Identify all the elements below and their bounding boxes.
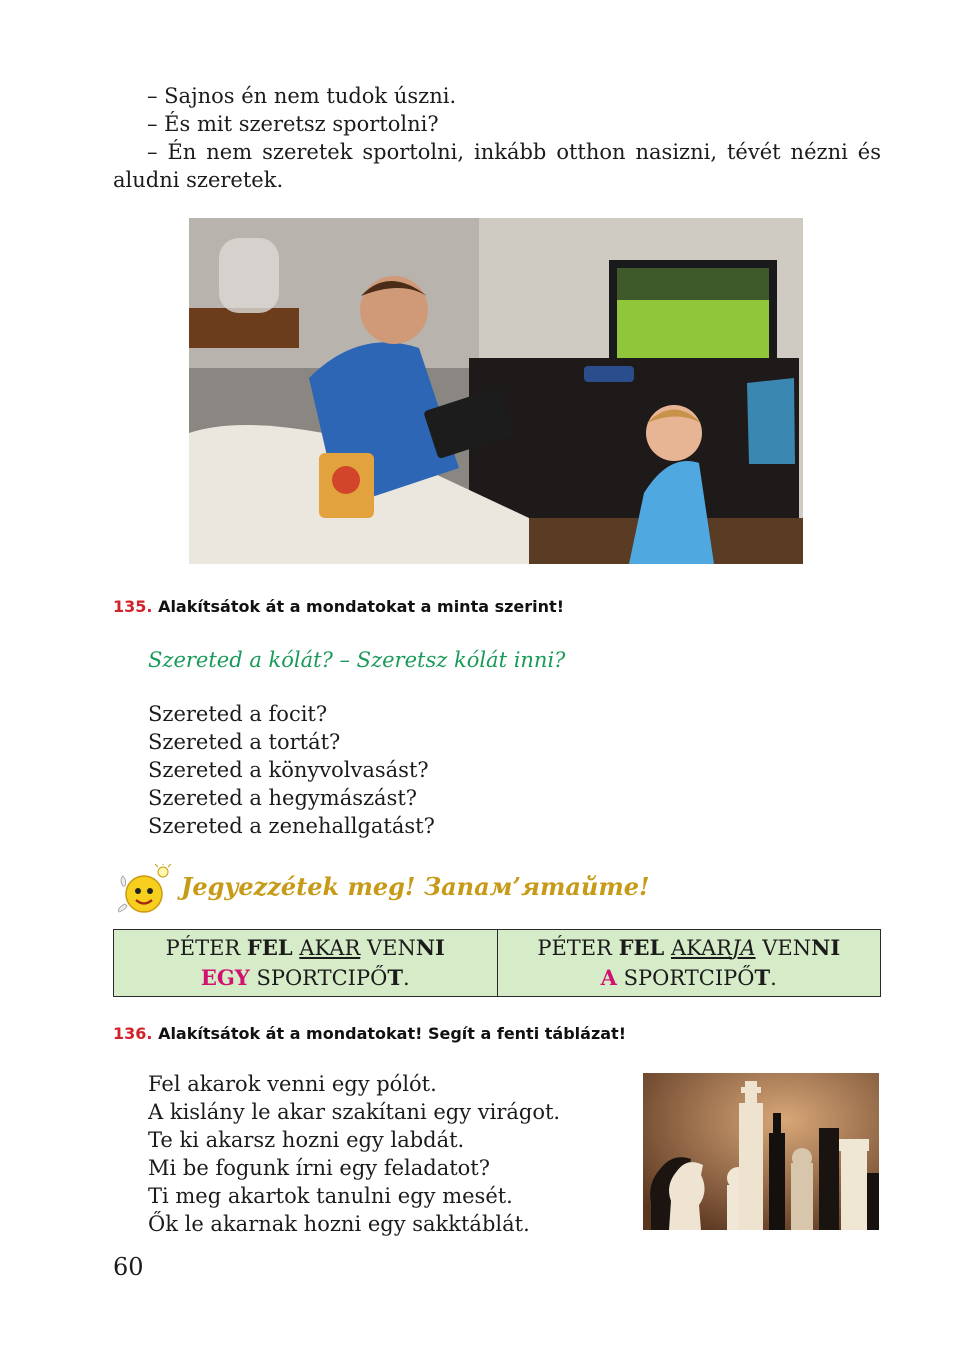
page-number: 60 (113, 1253, 144, 1281)
task-135-sentences (148, 700, 435, 840)
dialogue-line: – Én nem szeretek sportolni, inkább otthon nasizni, tévét nézni és aludni szeretek. (113, 140, 881, 192)
task-number: 135. (113, 597, 153, 616)
smiley-idea-icon (113, 864, 173, 916)
list-item: Ti meg akartok tanulni egy mesét. (148, 1184, 513, 1208)
article-highlight: EGY (200, 965, 250, 990)
word: AKAR (299, 936, 361, 960)
task-instruction: Alakítsátok át a mondatokat a minta szerint! (158, 597, 564, 616)
task-instruction: Alakítsátok át a mondatokat! Segít a fenti táblázat! (158, 1024, 626, 1043)
dialogue-line: – Sajnos én nem tudok úszni. (147, 84, 457, 108)
word: SPORTCIPŐT. (623, 965, 777, 990)
word: VENNI (762, 935, 841, 960)
list-item: Fel akarok venni egy pólót. (148, 1072, 437, 1096)
article-highlight: A (600, 965, 617, 990)
dialogue-line: – És mit szeretsz sportolni? (147, 112, 439, 136)
list-item: A kislány le akar szakítani egy virágot. (148, 1100, 561, 1124)
list-item: Szereted a hegymászást? (148, 786, 418, 810)
family-watching-tv-photo (189, 218, 803, 564)
rule-cell-indefinite (114, 930, 497, 996)
list-item: Szereted a zenehallgatást? (148, 814, 435, 838)
word: SPORTCIPŐT. (256, 965, 410, 990)
remember-note (113, 864, 650, 916)
task-136-heading (113, 1024, 626, 1043)
task-135-heading (113, 597, 564, 616)
list-item: Szereted a tortát? (148, 730, 341, 754)
word: FEL (618, 935, 665, 960)
task-136-sentences (148, 1070, 560, 1238)
list-item: Te ki akarsz hozni egy labdát. (148, 1128, 465, 1152)
word: VENNI (366, 935, 445, 960)
list-item: Szereted a könyvolvasást? (148, 758, 429, 782)
grammar-rule-table (113, 929, 881, 997)
word: FEL (246, 935, 293, 960)
list-item: Szereted a focit? (148, 702, 328, 726)
example-sentence: Szereted a kólát? – Szeretsz kólát inni? (148, 648, 566, 672)
word: PÉTER (537, 936, 612, 960)
rule-cell-definite (497, 930, 881, 996)
task-number: 136. (113, 1024, 153, 1043)
list-item: Ők le akarnak hozni egy sakktáblát. (148, 1212, 530, 1236)
note-text: Jegyezzétek meg! Запам’ятайте! (181, 872, 650, 901)
word: AKARJA (671, 936, 756, 960)
list-item: Mi be fogunk írni egy feladatot? (148, 1156, 491, 1180)
word: PÉTER (165, 936, 241, 960)
chess-pieces-photo (643, 1073, 879, 1230)
dialogue-text (113, 82, 881, 194)
